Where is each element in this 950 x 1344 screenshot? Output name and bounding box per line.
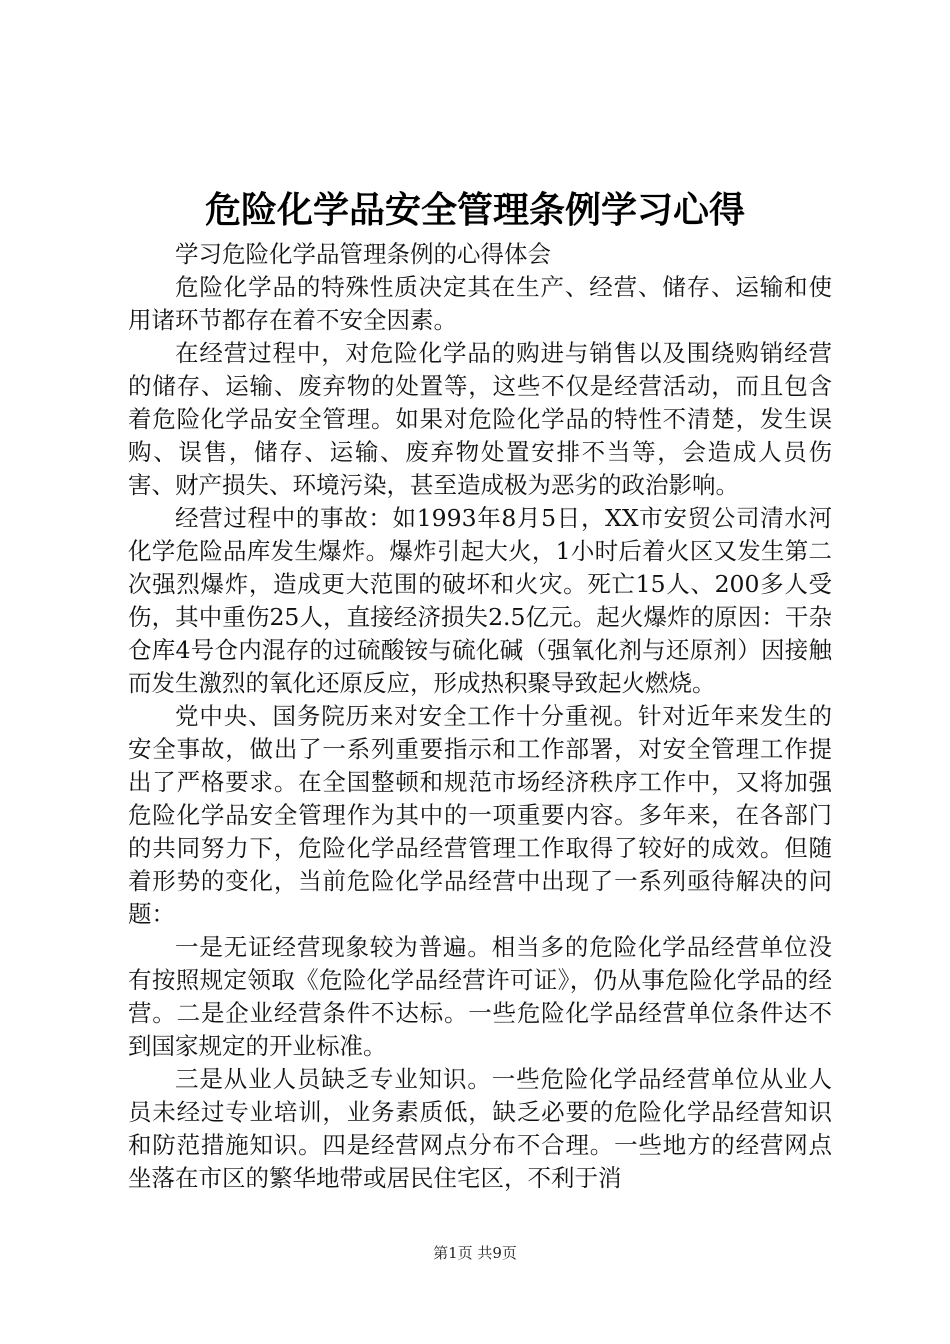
paragraph-4: 党中央、国务院历来对安全工作十分重视。针对近年来发生的安全事故，做出了一系列重要指示和工作部署，对安全管理工作提出了严格要求。在全国整顿和规范市场经济秩序工作中，又将加强危险化学品安全管理作为其中的一项重要内容。多年来，在各部门的共同努力下，危险化学品经营管理工作取得了较好的成效。但随着形势的变化，当前危险化学品经营中出现了一系列亟待解决的问题： [128, 702, 832, 928]
document-title: 危险化学品安全管理条例学习心得 [204, 190, 745, 231]
document-body [128, 238, 832, 1195]
paragraph-6: 三是从业人员缺乏专业知识。一些危险化学品经营单位从业人员未经过专业培训，业务素质低，缺乏必要的危险化学品经营知识和防范措施知识。四是经营网点分布不合理。一些地方的经营网点坐落在市区的繁华地带或居民住宅区，不利于消 [128, 1065, 832, 1192]
paragraph-subtitle: 学习危险化学品管理条例的心得体会 [175, 240, 551, 268]
page-number-footer: 第1页 共9页 [433, 1244, 517, 1262]
paragraph-2: 在经营过程中，对危险化学品的购进与销售以及围绕购销经营的储存、运输、废弃物的处置等，这些不仅是经营活动，而且包含着危险化学品安全管理。如果对危险化学品的特性不清楚，发生误购、误售，储存、运输、废弃物处置安排不当等，会造成人员伤害、财产损失、环境污染，甚至造成极为恶劣的政治影响。 [128, 339, 832, 499]
paragraph-3: 经营过程中的事故：如1993年8月5日，XX市安贸公司清水河化学危险品库发生爆炸。爆炸引起大火，1小时后着火区又发生第二次强烈爆炸，造成更大范围的破坏和火灾。死亡15人、200多人受伤，其中重伤25人，直接经济损失2.5亿元。起火爆炸的原因：干杂仓库4号仓内混存的过硫酸铵与硫化碱（强氧化剂与还原剂）因接触而发生激烈的氧化还原反应，形成热积聚导致起火燃烧。 [128, 504, 832, 697]
paragraph-1: 危险化学品的特殊性质决定其在生产、经营、储存、运输和使用诸环节都存在着不安全因素。 [128, 273, 832, 334]
paragraph-5: 一是无证经营现象较为普遍。相当多的危险化学品经营单位没有按照规定领取《危险化学品经营许可证》，仍从事危险化学品的经营。二是企业经营条件不达标。一些危险化学品经营单位条件达不到国家规定的开业标准。 [128, 933, 832, 1060]
